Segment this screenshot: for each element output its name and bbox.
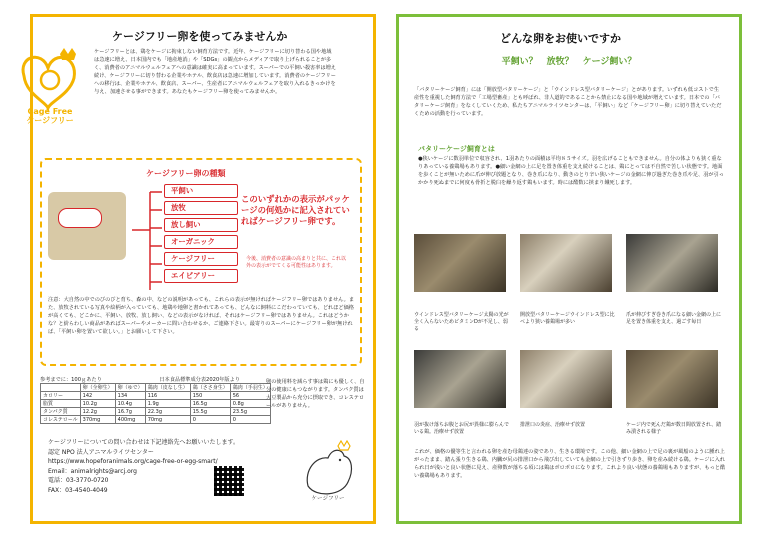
type-item: 放し飼い — [164, 218, 238, 232]
egg-types-list — [164, 184, 238, 286]
right-intro-text: 「バタリーケージ飼育」には「開放型バタリーケージ」と「ウインドレス型バタリーケージ」とがあります。いずれも低コストで生産性を重視した飼育方法で「工場型畜産」とも呼ばれ、非人道的であることから禁止になる国や地域が増えています。日本での「バタリーケージ飼育」をなくしていくため、私たちアニマルライツセンターは、「平飼い」など「ケージフリー卵」に切り替えていただくための活動を行っています。 — [414, 87, 722, 117]
nutrition-source: 日本食品標準成分表2020年版より — [159, 377, 240, 383]
email-link[interactable]: Email：animalrights@arcj.org — [48, 467, 137, 475]
caution-text: 注意：大自然の中でのびのびと育ち、森の中、などの説明があっても、これらの表示が無ければケージフリー卵ではありません。また、放牧されている写真や絵柄が入っていても、地鶏や地卵と書かれてあっても、どんなに飼料にこだわっていても、どれほど価格が高くても、どこかに、平飼い、放牧、放し飼い、などの表示がなければ、それはケージフリー卵ではありません。これはどうかな？と紛らわしい商品があればスーパーやメーカーに問い合わせるか、ご連絡下さい。最寄りのスーパーにケージフリー卵が無ければ、「平飼い卵を置いて欲しい。」とお願いして下さい。 — [48, 297, 355, 335]
nutrition-table — [40, 383, 271, 424]
photo-caption: ウインドレス型バタリーケージ太陽の光が全く入らないためビタミンDが不足し、弱る — [414, 312, 509, 332]
logo-caption: Cage Free ケージフリー — [26, 107, 74, 125]
battery-text: ●狭いケージに数羽単位で収容され、1羽あたりの面積は平均８５サイズ。羽を広げることもできません。自分の体よりも狭く重なりあっている養鶏場もあります。●細い金網の上に足を置き体重を支え続けることは、鶏にとっては不自然で苦しい状態です。地面を歩くことが無いために爪が伸び放題となり、巻き爪になり、動きのとり辛い狭いケージの金網に伸び過ぎた巻き爪や足、羽が引っかかり死ぬまでに何度も骨折と脱臼を繰り返す鶏もいます。時には酷数に挟まり餓死します。 — [418, 156, 724, 186]
photo-dead-hen — [626, 350, 718, 408]
type-item: オーガニック — [164, 235, 238, 249]
battery-title: バタリーケージ飼育とは — [418, 145, 495, 153]
table-header: 卵（全卵生） — [80, 384, 115, 392]
type-item: エイビアリー — [164, 269, 238, 283]
table-row: タンパク質 12.2g 16.7g 22.3g 15.5g 23.5g — [41, 408, 271, 416]
table-row: カロリー 142 134 116 150 56 — [41, 392, 271, 400]
contact-lead: ケージフリーについての問い合わせは下記連絡先へお願いいたします。 — [48, 439, 240, 446]
qr-code-icon[interactable] — [214, 466, 244, 496]
hen-caption: ケージフリー — [311, 496, 345, 502]
contact-block — [48, 438, 298, 495]
table-row: コレステロール 370mg 400mg 70mg 0 0 — [41, 416, 271, 424]
nutrition-block — [40, 376, 284, 424]
fax-number: FAX：03-4540-4049 — [48, 486, 108, 494]
nutrition-side-note: 卵の使用料を減らす事は鶏にも優しく、自分の健康にもつながります。タンパク質は大豆製品から充分に摂取でき、コレステロールがありません。 — [266, 379, 365, 409]
photo-featherless-hen — [414, 350, 506, 408]
type-item: ケージフリー — [164, 252, 238, 266]
bracket-lines — [130, 186, 164, 296]
right-page-title: どんな卵をお使いですか — [500, 32, 621, 45]
photo-inflamed-vent — [520, 350, 612, 408]
right-subtitle: 平飼い？ 放牧？ ケージ飼い？ — [501, 57, 637, 67]
nutrition-title: 参考までに：100ｇあたり — [40, 377, 102, 383]
photo-caption: 排泄口の炎症、治療せず放置 — [520, 422, 586, 428]
photo-caption: 開放型バタリーケージウインドレス型に比べより狭い養鶏場が多い — [520, 312, 615, 325]
types-note: このいずれかの表示がパッケージの何処かに記入されていればケージフリー卵です。 — [241, 194, 350, 226]
table-header: 卵（ゆで） — [115, 384, 145, 392]
photo-open-cage — [520, 234, 612, 292]
photo-caption: ケージ内で死んだ鶏が数日間放置され、踏み潰される様子 — [626, 422, 722, 435]
photo-windowless-cage — [414, 234, 506, 292]
intro-text: ケージフリーとは、鶏をケージに拘束しない飼育方法です。近年、ケージフリーに切り替わる国や地域は急速に増え、日本国内でも「地産地消」や「SDGs」の観点からメディアで取り上げられることが多く、消費者のアニマルウェルフェアへの意識は確実に高まっています。スーパーでの平飼い殺害率は増え続け、ケージフリーに切り替わる企業やホテル、飲食店は急速に増加しています。消費者のケージフリーへの移行は、企業やホテル、飲食店、スーパー、生産者にアニマルウェルフェアを取り入れるきっかけを与え、加速させる事ができます。あなたもケージフリー卵を使ってみませんか。 — [94, 49, 336, 95]
table-row: 脂質 10.2g 10.4g 1.9g 16.5g 0.8g — [41, 400, 271, 408]
closing-text: これが、価格の優等生と言われる卵を産む母鶏達の姿であり、生きる環境です。この他、細い金網の上で足の裏が風船のように腫れ上がったまま、踏ん張り生きる鶏、内臓が尻の排泄口から飛び出していても金網の上で引きずり歩き、卵を産み続ける鶏。ケージに入れられ日が浅いと良い状態に見え、産卵数が落ちる頃には鶏はボロボロになります。これより良い状態の養鶏場もありますが、もっと酷い養鶏場もあります。 — [414, 449, 726, 479]
photo-caption: 羽が抜け落ちお腹とお尻が異様に膨らんでいる鶏。治療せず放置 — [414, 422, 510, 435]
org-name: 認定 NPO 法人アニマルライツセンター — [48, 448, 154, 456]
type-item: 放牧 — [164, 201, 238, 215]
table-header: 鶏肉（手羽生） — [230, 384, 270, 392]
url-link[interactable]: https://www.hopeforanimals.org/cage-free-or-egg-smart/ — [48, 458, 218, 465]
table-header — [41, 384, 81, 392]
type-item: 平飼い — [164, 184, 238, 198]
table-header: 鶏肉（皮なし生） — [145, 384, 190, 392]
phone-number: 電話：03-3770-0720 — [48, 477, 109, 484]
table-header: 鶏（ささ身生） — [190, 384, 230, 392]
carton-label-icon — [58, 208, 102, 228]
egg-types-title: ケージフリー卵の種類 — [146, 169, 226, 178]
types-subnote: 今後、消費者の意識の高まりと共に、これ以外の表示がでてくる可能性はあります。 — [246, 256, 347, 269]
photo-caption: 爪が伸びすぎ巻き爪になる細い金網の上に足を置き体重を支え、過ごす毎日 — [626, 312, 722, 325]
left-page-title: ケージフリー卵を使ってみませんか — [112, 30, 288, 43]
photo-overgrown-claws — [626, 234, 718, 292]
